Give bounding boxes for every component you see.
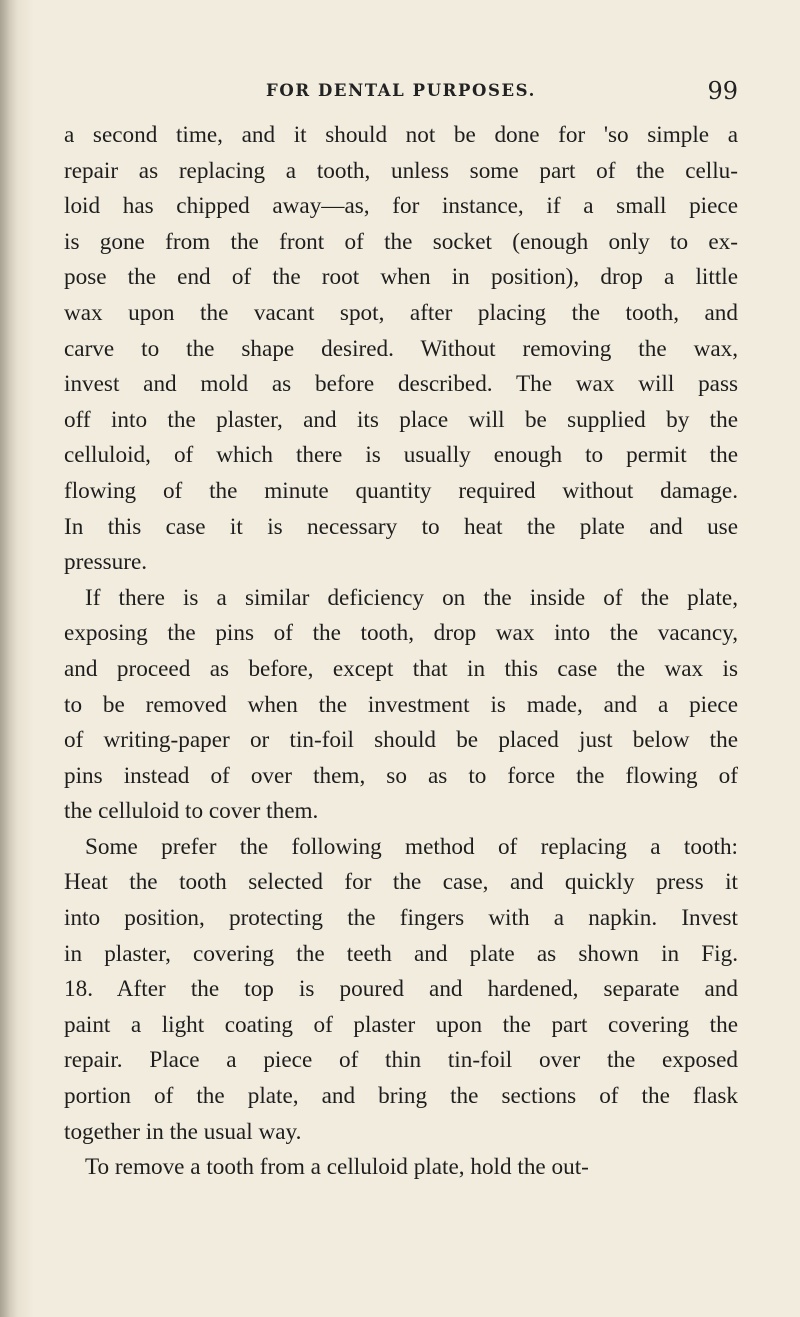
- text-line: If there is a similar deficiency on the inside of the plate,: [85, 584, 738, 611]
- text-line: Heat the tooth selected for the case, and quickly press it: [64, 869, 738, 896]
- text-line: is gone from the front of the socket (enough only to ex-: [64, 228, 738, 255]
- text-line: celluloid, of which there is usually enough to permit the: [64, 442, 738, 469]
- text-line: invest and mold as before described. The wax will pass: [64, 371, 738, 398]
- text-line: To remove a tooth from a celluloid plate, hold the out-: [85, 1154, 589, 1181]
- text-line: flowing of the minute quantity required without damage.: [64, 477, 738, 504]
- text-line: the celluloid to cover them.: [64, 798, 319, 825]
- text-line: to be removed when the investment is made, and a piece: [64, 691, 738, 718]
- text-line: 18. After the top is poured and hardened, separate and: [64, 976, 738, 1003]
- paragraph-3: [64, 830, 738, 1150]
- text-line: Some prefer the following method of replacing a tooth:: [85, 833, 738, 860]
- text-line: portion of the plate, and bring the sections of the flask: [64, 1083, 738, 1110]
- gutter-shadow: [0, 0, 18, 1317]
- running-head: FOR DENTAL PURPOSES.: [266, 81, 536, 100]
- text-line: wax upon the vacant spot, after placing the tooth, and: [64, 299, 738, 326]
- body-text: [64, 118, 738, 1186]
- page-number: 99: [707, 77, 738, 105]
- text-line: a second time, and it should not be done for 'so simple a: [64, 122, 738, 148]
- paragraph-1: [64, 118, 738, 581]
- text-line: carve to the shape desired. Without removing the wax,: [64, 335, 738, 362]
- text-line: of writing-paper or tin-foil should be placed just below the: [64, 727, 738, 754]
- page-header: [64, 77, 738, 107]
- text-line: pins instead of over them, so as to force the flowing of: [64, 762, 738, 789]
- text-line: paint a light coating of plaster upon the part covering the: [64, 1011, 738, 1038]
- text-line: loid has chipped away—as, for instance, if a small piece: [64, 193, 738, 220]
- text-line: off into the plaster, and its place will be supplied by the: [64, 406, 738, 433]
- text-line: exposing the pins of the tooth, drop wax into the vacancy,: [64, 620, 738, 647]
- text-line: In this case it is necessary to heat the plate and use: [64, 513, 738, 540]
- paragraph-4: [64, 1150, 738, 1186]
- text-line: and proceed as before, except that in this case the wax is: [64, 655, 738, 682]
- text-line: repair as replacing a tooth, unless some part of the cellu-: [64, 157, 738, 184]
- text-line: in plaster, covering the teeth and plate as shown in Fig.: [64, 940, 738, 967]
- text-line: pressure.: [64, 549, 148, 576]
- text-line: together in the usual way.: [64, 1118, 302, 1145]
- text-line: into position, protecting the fingers with a napkin. Invest: [64, 905, 738, 932]
- text-line: repair. Place a piece of thin tin-foil over the exposed: [64, 1047, 738, 1074]
- text-line: pose the end of the root when in position), drop a little: [64, 264, 738, 291]
- paragraph-2: [64, 581, 738, 830]
